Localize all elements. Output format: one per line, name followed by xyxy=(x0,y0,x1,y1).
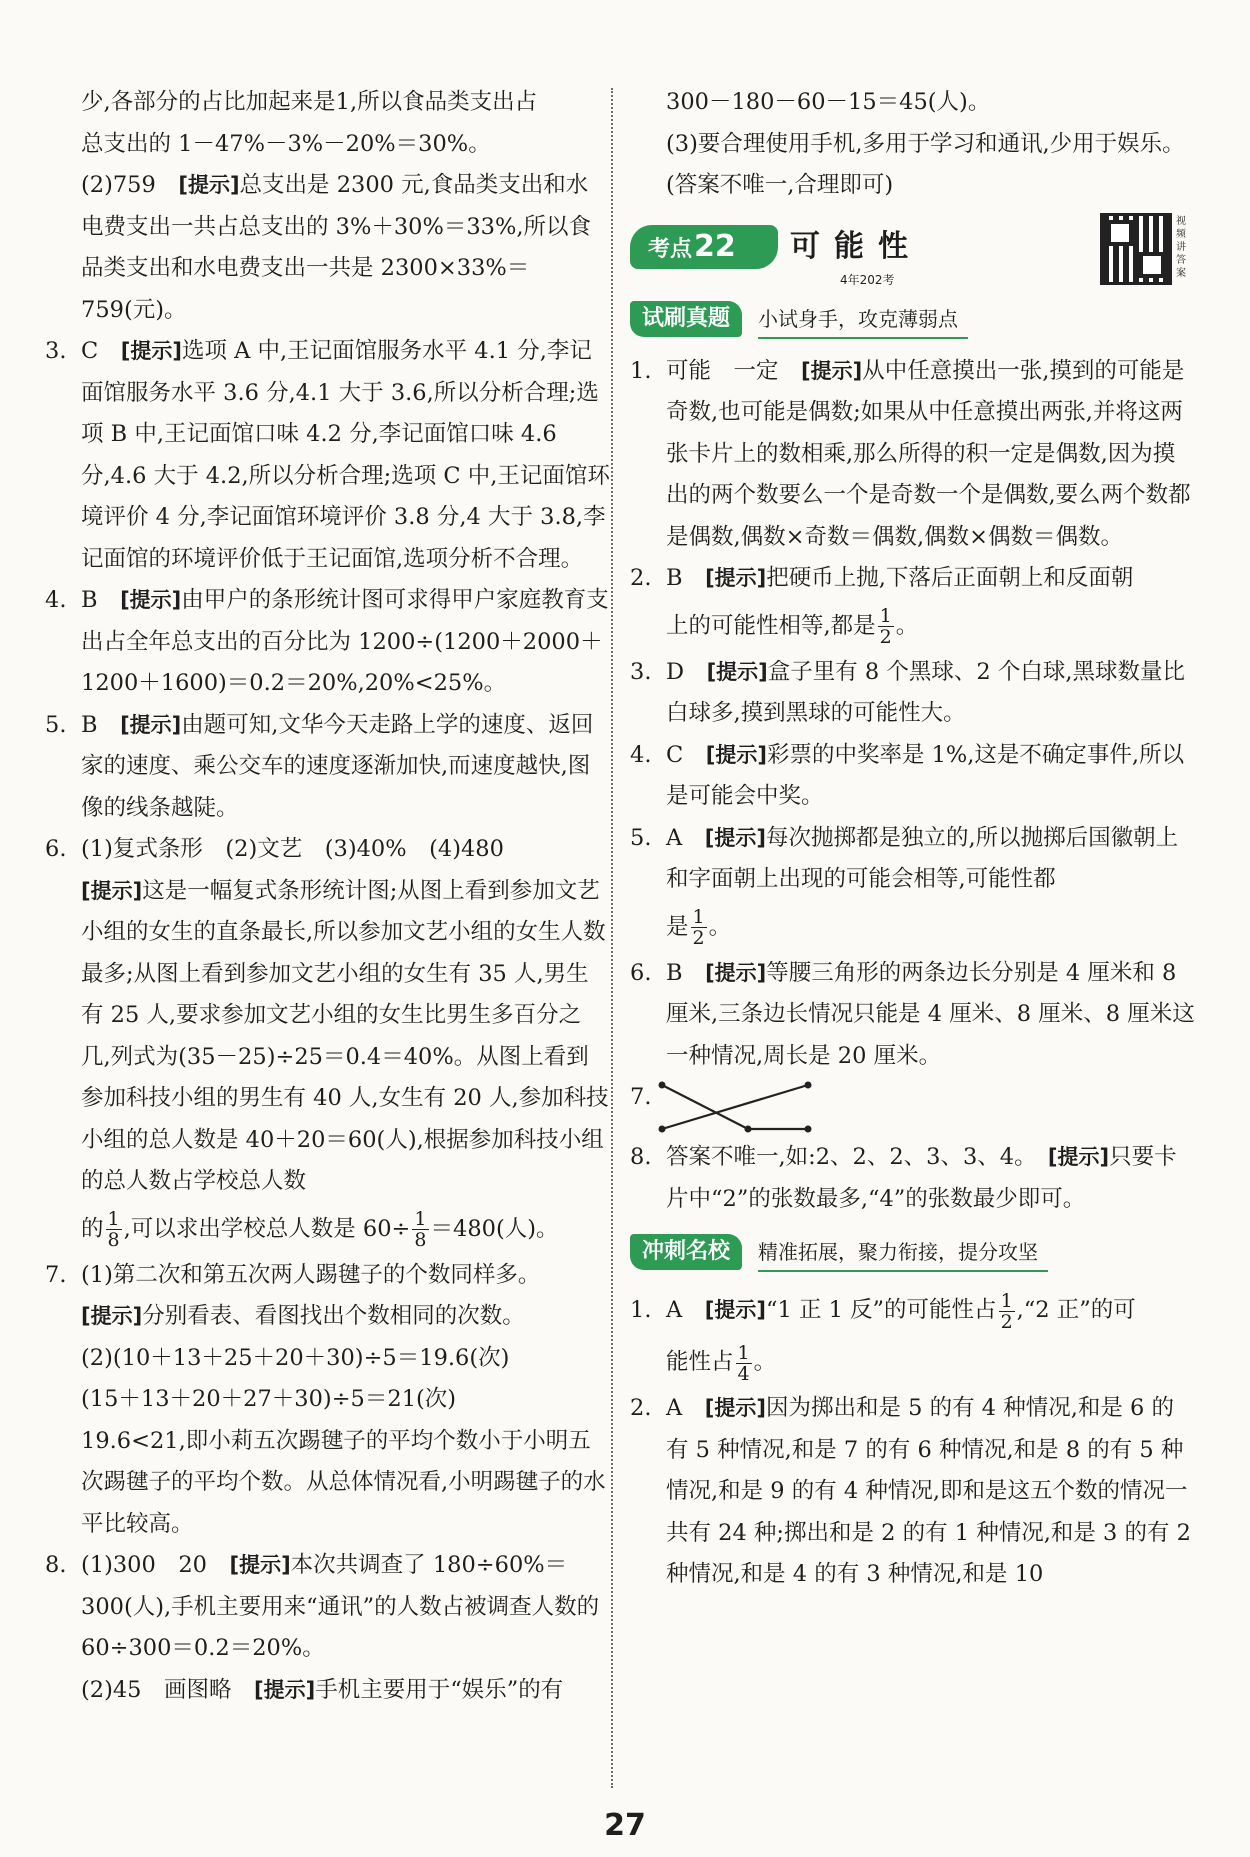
fraction: $\frac{1}{8}$ xyxy=(414,1208,427,1251)
hint-label: [提示] xyxy=(705,960,767,985)
hint-label: [提示] xyxy=(120,712,182,737)
answer-item-6-end: 的 $\frac{1}{8}$ ,可以求出学校总人数是 60÷ $\frac{1}{8}$ ＝480(人)。 xyxy=(81,1208,559,1251)
item-number: 2. xyxy=(630,1395,652,1421)
item-number: 1. xyxy=(630,357,652,384)
fraction: $\frac{1}{2}$ xyxy=(692,906,705,949)
hint-label: [提示] xyxy=(120,588,182,612)
hint-label: [提示] xyxy=(704,825,766,850)
item-number: 1. xyxy=(630,1297,652,1323)
continued-text: 300－180－60－15＝45(人)。 xyxy=(666,89,991,115)
continued-text: 总支出的 1－47%－3%－20%＝30%。 xyxy=(81,130,491,157)
practice-item-2-end: 上的可能性相等,都是 $\frac{1}{2}$ 。 xyxy=(666,605,919,648)
hint-label: [提示] xyxy=(704,1298,766,1322)
practice-item-3: 3. D [提示]盒子里有 8 个黑球、2 个白球,黑球数量比白球多,摸到黑球的可能性大。 xyxy=(630,652,1195,735)
practice-item-5: 5. A [提示]每次抛掷都是独立的,所以抛掷后国徽朝上和字面朝上出现的可能会相等,可能性都 xyxy=(630,818,1195,901)
practice-item-4: 4. C [提示]彩票的中奖率是 1%,这是不确定事件,所以是可能会中奖。 xyxy=(630,735,1195,818)
qr-code-icon[interactable] xyxy=(1100,213,1172,285)
section-tag: 冲刺名校 xyxy=(630,1234,742,1270)
section-header xyxy=(630,297,1195,343)
match-dot xyxy=(805,1126,812,1133)
practice-item-2: 2. B [提示]把硬币上抛,下落后正面朝上和反面朝 xyxy=(630,558,1195,600)
section-header xyxy=(630,1230,1195,1276)
hint-label: [提示] xyxy=(706,659,768,684)
section-subtitle: 精准拓展，聚力衔接，提分攻坚 xyxy=(758,1234,1048,1272)
item-number: 5. xyxy=(45,711,67,738)
column-divider xyxy=(611,88,615,1788)
hint-label: [提示] xyxy=(1047,1145,1110,1169)
item-number: 6. xyxy=(630,959,652,986)
item-number: 4. xyxy=(45,587,67,613)
item-number: 7. xyxy=(45,1261,67,1288)
hint-label: [提示] xyxy=(705,566,767,590)
hint-label: [提示] xyxy=(801,358,863,383)
practice-item-5-end: 是 $\frac{1}{2}$ 。 xyxy=(666,906,732,949)
section-tag: 试刷真题 xyxy=(630,301,742,337)
practice-item-1: 1. 可能 一定 [提示]从中任意摸出一张,摸到的可能是奇数,也可能是偶数;如果从中任意摸出两张,并将这两张卡片上的数相乘,那么所得的积一定是偶数,因为摸出的两个数要么一个是奇数一个是偶数,要么两个数都是偶数,偶数×奇数＝偶数,偶数×偶数＝偶数。 xyxy=(630,351,1195,559)
match-dot xyxy=(805,1082,812,1089)
match-dot xyxy=(659,1126,666,1133)
sub-answer: (2)759 [提示]总支出是 2300 元,食品类支出和水电费支出一共占总支出的 3%＋30%＝33%,所以食品类支出和水电费支出一共是 2300×33%＝759(元)。 xyxy=(81,172,592,323)
hint-label: [提示] xyxy=(704,1396,766,1420)
challenge-item-1: 1. A [提示]“1 正 1 反”的可能性占 $\frac{1}{2}$ ,“2 正”的可 xyxy=(630,1284,1195,1336)
item-number: 7. xyxy=(630,1084,652,1110)
hint-label: [提示] xyxy=(81,1304,143,1328)
fraction: $\frac{1}{8}$ xyxy=(107,1208,120,1251)
topic-badge: 考点22 xyxy=(630,225,778,269)
page-number: 27 xyxy=(604,1808,646,1843)
left-column xyxy=(45,82,610,1711)
answer-item-4: 4. B [提示]由甲户的条形统计图可求得甲户家庭教育支出占全年总支出的百分比为 1200÷(1200＋2000＋1200＋1600)＝0.2＝20%,20%<25%。 xyxy=(45,580,610,705)
answer-item-3: 3. C [提示]选项 A 中,王记面馆服务水平 4.1 分,李记面馆服务水平 3.6 分,4.1 大于 3.6,所以分析合理;选项 B 中,王记面馆口味 4.2 分,李记面馆口味 4.6 分,4.6 大于 4.2,所以分析合理;选项 C 中,王记面馆环境评价 4 分,李记面馆环境评价 3.8 分,4 大于 3.8,李记面馆的环境评价低于王记面馆,选项分析不合理。 xyxy=(45,331,610,580)
practice-item-6: 6. B [提示]等腰三角形的两条边长分别是 4 厘米和 8 厘米,三条边长情况只能是 4 厘米、8 厘米、8 厘米这一种情况,周长是 20 厘米。 xyxy=(630,953,1195,1078)
hint-label: [提示] xyxy=(705,742,767,767)
item-number: 3. xyxy=(45,338,67,364)
hint-label: [提示] xyxy=(120,339,182,363)
challenge-item-1-end: 能性占 $\frac{1}{4}$ 。 xyxy=(666,1341,777,1385)
continued-text: 少,各部分的占比加起来是1,所以食品类支出占 xyxy=(81,89,538,115)
item-number: 5. xyxy=(630,824,652,851)
item-number: 4. xyxy=(630,741,652,768)
item-number: 6. xyxy=(45,836,67,862)
item-number: 8. xyxy=(630,1144,652,1170)
item-number: 3. xyxy=(630,658,652,685)
item-number: 2. xyxy=(630,565,652,591)
challenge-item-2: 2. A [提示]因为掷出和是 5 的有 4 种情况,和是 6 的有 5 种情况,和是 7 的有 6 种情况,和是 8 的有 5 种情况,和是 9 的有 4 种情况,即和是这五个数的情况一共有 24 种;掷出和是 2 的有 1 种情况,和是 3 的有 2 种情况,和是 4 的有 3 种情况,和是 10 xyxy=(630,1388,1195,1596)
answer-item-6: 6. (1)复式条形 (2)文艺 (3)40% (4)480 [提示]这是一幅复式条形统计图;从图上看到参加文艺小组的女生的直条最长,所以参加文艺小组的女生人数最多;从图上看到参加文艺小组的女生有 35 人,男生有 25 人,要求参加文艺小组的女生比男生多百分之几,列式为(35－25)÷25＝0.4＝40%。从图上看到参加科技小组的男生有 40 人,女生有 20 人,参加科技小组的总人数是 40＋20＝60(人),根据参加科技小组的总人数占学校总人数 xyxy=(45,829,610,1203)
match-dot xyxy=(745,1126,752,1133)
answer-item-8: 8. (1)300 20 [提示]本次共调查了 180÷60%＝300(人),手机主要用来“通讯”的人数占被调查人数的 60÷300＝0.2＝20%。 (2)45 画图略 [提示]手机主要用于“娱乐”的有 xyxy=(45,1545,610,1711)
hint-label: [提示] xyxy=(178,173,240,197)
practice-item-8: 8. 答案不唯一,如:2、2、2、3、3、4。 [提示]只要卡片中“2”的张数最多,“4”的张数最少即可。 xyxy=(630,1137,1195,1220)
answer-item-5: 5. B [提示]由题可知,文华今天走路上学的速度、返回家的速度、乘公交车的速度逐渐加快,而速度越快,图像的线条越陡。 xyxy=(45,705,610,830)
match-dot xyxy=(659,1082,666,1089)
topic-banner xyxy=(630,213,1195,293)
fraction: $\frac{1}{2}$ xyxy=(879,605,892,648)
answer-item-7: 7. (1)第二次和第五次两人踢毽子的个数同样多。 [提示]分别看表、看图找出个数相同的次数。 (2)(10＋13＋25＋20＋30)÷5＝19.6(次) (15＋13＋20＋27＋30)÷5＝21(次) 19.6<21,即小莉五次踢毽子的平均个数小于小明五次踢毽子的平均个数。从总体情况看,小明踢毽子的水平比较高。 xyxy=(45,1255,610,1546)
hint-label: [提示] xyxy=(254,1677,316,1702)
topic-title: 可能性 xyxy=(790,228,922,264)
practice-item-7 xyxy=(630,1077,1195,1137)
matching-lines-diagram xyxy=(658,1077,828,1137)
qr-label: 视频讲答案 xyxy=(1176,215,1186,279)
fraction: $\frac{1}{4}$ xyxy=(737,1341,750,1385)
fraction: $\frac{1}{2}$ xyxy=(1000,1289,1013,1333)
hint-label: [提示] xyxy=(81,878,143,903)
hint-label: [提示] xyxy=(229,1553,291,1577)
section-subtitle: 小试身手，攻克薄弱点 xyxy=(758,301,968,339)
item-number: 8. xyxy=(45,1552,67,1578)
right-column xyxy=(630,82,1195,1596)
sub-answer: (3)要合理使用手机,多用于学习和通讯,少用于娱乐。(答案不唯一,合理即可) xyxy=(666,130,1185,198)
topic-frequency: 4年202考 xyxy=(840,272,895,287)
